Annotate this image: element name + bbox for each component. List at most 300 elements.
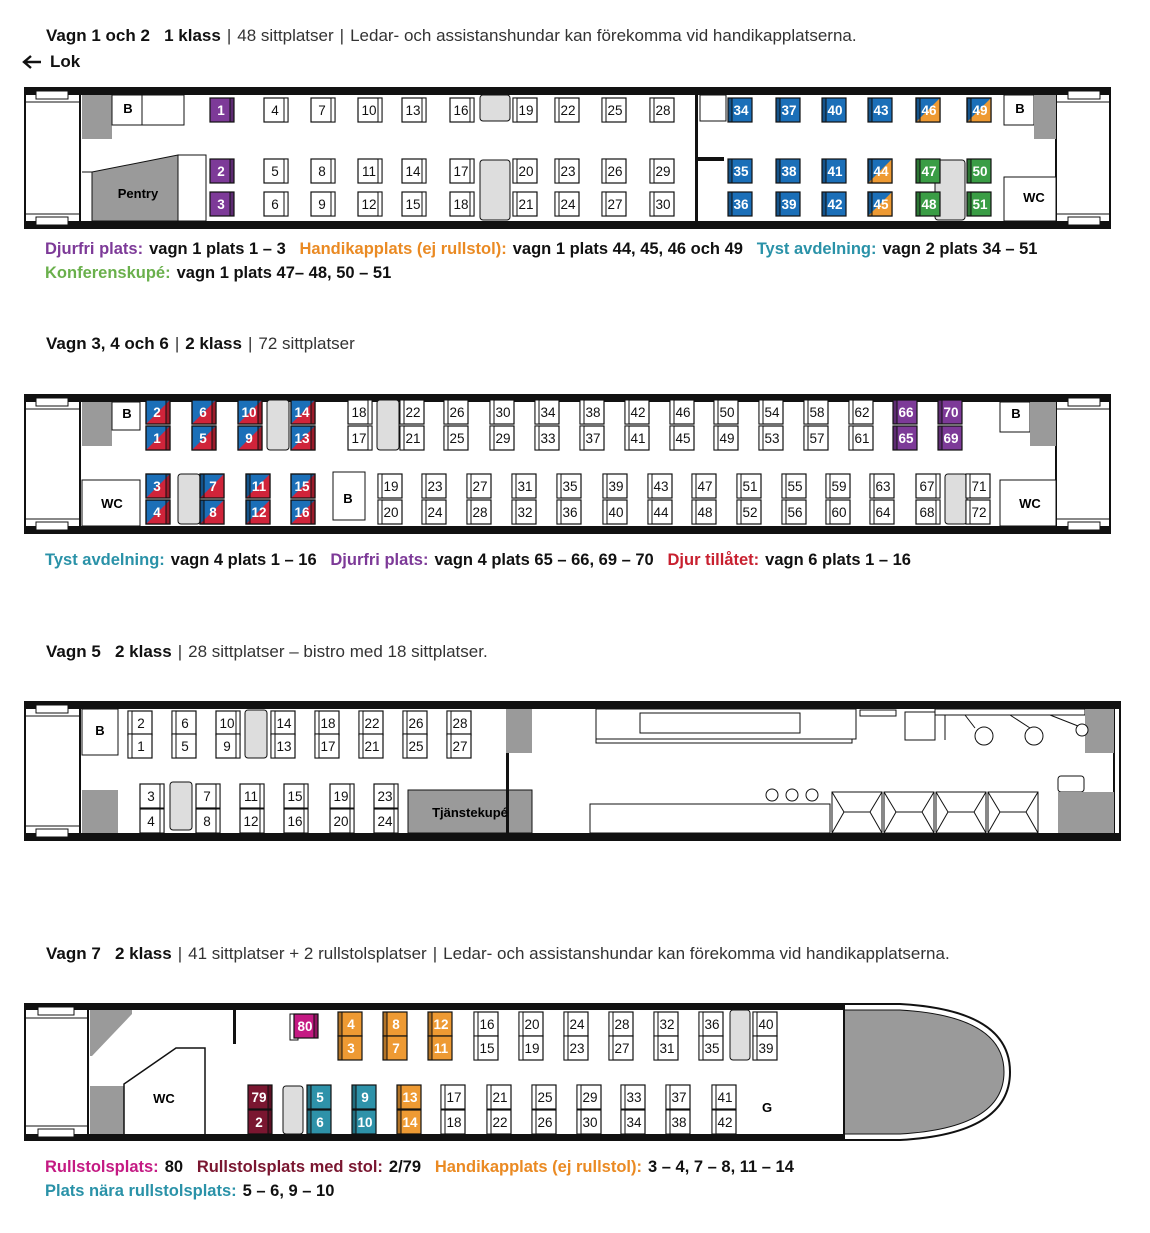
seat-car1-40[interactable] [822, 98, 846, 122]
seat-car5-6[interactable] [172, 711, 196, 735]
seat-car7-34[interactable] [621, 1110, 645, 1134]
seat-number: 47 [697, 479, 713, 494]
seat-car3-34[interactable] [535, 400, 559, 424]
car7-legend-row2 [45, 1182, 334, 1201]
car3-header: Vagn 3, 4 och 6 | 2 klass | 72 sittplatser [46, 334, 355, 353]
seat-car1-20[interactable] [513, 159, 537, 183]
seat-car7-37[interactable] [666, 1085, 690, 1109]
seat-number: 25 [537, 1090, 553, 1105]
seat-car3-66[interactable] [893, 400, 917, 424]
seat-number: 22 [405, 405, 421, 420]
seat-car1-46[interactable] [916, 98, 940, 122]
seat-car7-9[interactable] [352, 1085, 376, 1109]
seat-car3-5[interactable] [192, 426, 216, 450]
seat-number: 40 [827, 103, 843, 118]
car1-seats: 48 sittplatser [237, 26, 334, 45]
seat-car7-8[interactable] [383, 1012, 407, 1036]
seat-number: 13 [294, 431, 310, 446]
seat-car7-40[interactable] [753, 1012, 777, 1036]
seat-car1-9[interactable] [311, 192, 335, 216]
seat-car3-35[interactable] [557, 474, 581, 498]
seat-car7-27[interactable] [609, 1036, 633, 1060]
seat-car7-25[interactable] [532, 1085, 556, 1109]
seat-number: 55 [787, 479, 803, 494]
seat-car3-45[interactable] [670, 426, 694, 450]
seat-car1-25[interactable] [602, 98, 626, 122]
seat-car7-38[interactable] [666, 1110, 690, 1134]
seat-car5-23[interactable] [374, 784, 398, 808]
seat-car5-3[interactable] [140, 784, 164, 808]
seat-number: 35 [704, 1041, 720, 1056]
seat-car5-15[interactable] [284, 784, 308, 808]
seat-car1-34[interactable] [728, 98, 752, 122]
seat-car1-51[interactable] [967, 192, 991, 216]
seat-number: 4 [147, 814, 155, 829]
seat-car3-19[interactable] [378, 474, 402, 498]
seat-car7-7[interactable] [383, 1036, 407, 1060]
seat-number: 5 [316, 1090, 324, 1105]
seat-car3-27[interactable] [467, 474, 491, 498]
seat-car3-56[interactable] [782, 500, 806, 524]
car5-class: 2 klass [114, 642, 172, 661]
seat-number: 2 [153, 405, 161, 420]
seat-car3-59[interactable] [826, 474, 850, 498]
seat-number: 29 [495, 431, 511, 446]
legend-djurfri-key: Djurfri plats: [45, 240, 144, 258]
seat-car3-60[interactable] [826, 500, 850, 524]
seat-car1-36[interactable] [728, 192, 752, 216]
seat-car1-38[interactable] [776, 159, 800, 183]
seat-car1-18[interactable] [450, 192, 474, 216]
seat-number: 34 [733, 103, 749, 118]
seat-car3-46[interactable] [670, 400, 694, 424]
seat-car1-8[interactable] [311, 159, 335, 183]
seat-number: 5 [199, 431, 207, 446]
seat-car3-58[interactable] [804, 400, 828, 424]
seat-number: 2 [217, 164, 225, 179]
seat-car5-7[interactable] [196, 784, 220, 808]
seat-car1-14[interactable] [402, 159, 426, 183]
seat-number: 42 [827, 197, 843, 212]
seat-car5-9[interactable] [216, 734, 240, 758]
seat-car7-32[interactable] [654, 1012, 678, 1036]
seat-car3-37[interactable] [580, 426, 604, 450]
legend-djur-value: vagn 6 plats 1 – 16 [765, 551, 911, 569]
seat-car7-79[interactable] [248, 1085, 272, 1109]
seat-number: 5 [181, 739, 189, 754]
seat-number: 14 [402, 1115, 418, 1130]
seat-car3-61[interactable] [849, 426, 873, 450]
seat-number: 39 [781, 197, 797, 212]
seat-car1-28[interactable] [650, 98, 674, 122]
seat-number: 66 [898, 405, 914, 420]
seat-car3-21[interactable] [400, 426, 424, 450]
seat-car3-64[interactable] [870, 500, 894, 524]
seat-number: 25 [408, 739, 424, 754]
seat-car7-24[interactable] [564, 1012, 588, 1036]
seat-number: 60 [831, 505, 847, 520]
seat-car1-29[interactable] [650, 159, 674, 183]
seat-number: 12 [433, 1017, 449, 1032]
legend-tyst-key: Tyst avdelning: [756, 240, 877, 258]
seat-car1-41[interactable] [822, 159, 846, 183]
seat-car7-42[interactable] [712, 1110, 736, 1134]
seat-car7-28[interactable] [609, 1012, 633, 1036]
seat-car5-4[interactable] [140, 809, 164, 833]
seat-car1-47[interactable] [916, 159, 940, 183]
seat-car7-17[interactable] [441, 1085, 465, 1109]
seat-car1-11[interactable] [358, 159, 382, 183]
seat-number: 23 [560, 164, 576, 179]
seat-car3-22[interactable] [400, 400, 424, 424]
seat-car5-8[interactable] [196, 809, 220, 833]
seat-number: 39 [608, 479, 624, 494]
seat-car7-80[interactable] [294, 1014, 318, 1038]
seat-car3-71[interactable] [966, 474, 990, 498]
seat-number: 18 [320, 716, 336, 731]
car3-label-wc2: WC [1019, 496, 1041, 511]
seat-car1-48[interactable] [916, 192, 940, 216]
seat-car7-13[interactable] [397, 1085, 421, 1109]
seat-number: 63 [875, 479, 891, 494]
seat-car5-13[interactable] [271, 734, 295, 758]
seat-car3-10[interactable] [238, 400, 262, 424]
seat-car1-2[interactable] [210, 159, 234, 183]
seat-number: 4 [271, 103, 279, 118]
seat-number: 16 [453, 103, 469, 118]
seat-car3-38[interactable] [580, 400, 604, 424]
seat-car7-5[interactable] [307, 1085, 331, 1109]
seat-number: 21 [518, 197, 534, 212]
seat-car1-12[interactable] [358, 192, 382, 216]
seat-car3-47[interactable] [692, 474, 716, 498]
seat-car1-7[interactable] [311, 98, 335, 122]
seat-number: 51 [972, 197, 988, 212]
seat-car1-4[interactable] [264, 98, 288, 122]
legend-djurfri-key: Djurfri plats: [330, 551, 429, 569]
seat-car7-29[interactable] [577, 1085, 601, 1109]
car1-label-b2: B [1015, 101, 1025, 116]
seat-car7-14[interactable] [397, 1110, 421, 1134]
seat-car1-43[interactable] [868, 98, 892, 122]
seat-number: 4 [347, 1017, 355, 1032]
seat-car1-50[interactable] [967, 159, 991, 183]
seat-car1-44[interactable] [868, 159, 892, 183]
car1-legend-row2 [45, 264, 391, 283]
seat-car3-42[interactable] [625, 400, 649, 424]
seat-car1-15[interactable] [402, 192, 426, 216]
seat-number: 10 [357, 1115, 373, 1130]
seat-number: 27 [472, 479, 488, 494]
seat-car3-18[interactable] [348, 400, 372, 424]
seat-number: 15 [405, 197, 421, 212]
seat-car3-33[interactable] [535, 426, 559, 450]
seat-number: 35 [733, 164, 749, 179]
seat-car3-3[interactable] [146, 474, 170, 498]
seat-number: 31 [517, 479, 533, 494]
seat-car3-72[interactable] [966, 500, 990, 524]
seat-car1-5[interactable] [264, 159, 288, 183]
seat-car3-48[interactable] [692, 500, 716, 524]
seat-number: 1 [217, 103, 225, 118]
seat-car1-42[interactable] [822, 192, 846, 216]
seat-car3-9[interactable] [238, 426, 262, 450]
seat-number: 15 [287, 789, 303, 804]
seat-number: 43 [873, 103, 889, 118]
seat-car3-55[interactable] [782, 474, 806, 498]
car1-title: Vagn 1 och 2 [46, 26, 150, 45]
seat-car7-19[interactable] [519, 1036, 543, 1060]
seat-car3-17[interactable] [348, 426, 372, 450]
seat-car5-28[interactable] [447, 711, 471, 735]
seat-car5-10[interactable] [216, 711, 240, 735]
legend-tyst-key: Tyst avdelning: [45, 551, 165, 569]
seat-car3-29[interactable] [490, 426, 514, 450]
seat-number: 11 [243, 789, 259, 804]
car5-header: Vagn 5 2 klass | 28 sittplatser – bistro med 18 sittplatser. [46, 642, 488, 661]
car1-legend-row1 [45, 240, 1038, 259]
seat-car3-62[interactable] [849, 400, 873, 424]
legend-handikapp-key: Handikapplats (ej rullstol): [299, 240, 507, 258]
seat-number: 18 [351, 405, 367, 420]
seat-car3-50[interactable] [714, 400, 738, 424]
seat-number: 12 [361, 197, 377, 212]
seat-car1-26[interactable] [602, 159, 626, 183]
seat-car5-18[interactable] [315, 711, 339, 735]
seat-car3-31[interactable] [512, 474, 536, 498]
seat-car1-3[interactable] [210, 192, 234, 216]
seat-car3-57[interactable] [804, 426, 828, 450]
car1-label-pentry: Pentry [117, 186, 159, 201]
legend-nara-value: 5 – 6, 9 – 10 [242, 1182, 335, 1200]
seat-car3-26[interactable] [444, 400, 468, 424]
seat-car1-27[interactable] [602, 192, 626, 216]
seat-car3-12[interactable] [246, 500, 270, 524]
seat-car1-35[interactable] [728, 159, 752, 183]
seat-car3-1[interactable] [146, 426, 170, 450]
seat-car3-41[interactable] [625, 426, 649, 450]
seat-car5-21[interactable] [359, 734, 383, 758]
legend-rullstol-key: Rullstolsplats: [45, 1158, 159, 1176]
seat-car7-35[interactable] [699, 1036, 723, 1060]
seat-car3-11[interactable] [246, 474, 270, 498]
car3-label-b1: B [122, 406, 132, 421]
seat-car1-30[interactable] [650, 192, 674, 216]
seat-car3-65[interactable] [893, 426, 917, 450]
seat-number: 5 [271, 164, 279, 179]
seat-car7-11[interactable] [428, 1036, 452, 1060]
seat-car3-53[interactable] [759, 426, 783, 450]
car3-label-wc1: WC [101, 496, 123, 511]
seat-car7-30[interactable] [577, 1110, 601, 1134]
legend-konferens-value: vagn 1 plats 47– 48, 50 – 51 [176, 264, 392, 282]
seat-number: 27 [614, 1041, 630, 1056]
seat-number: 10 [219, 716, 235, 731]
seat-number: 54 [764, 405, 780, 420]
car3-legend [45, 551, 911, 570]
seat-car3-15[interactable] [291, 474, 315, 498]
legend-tyst-value: vagn 4 plats 1 – 16 [170, 551, 317, 569]
seat-car1-19[interactable] [513, 98, 537, 122]
seat-number: 34 [540, 405, 556, 420]
seat-car3-2[interactable] [146, 400, 170, 424]
seat-car3-25[interactable] [444, 426, 468, 450]
seat-car3-13[interactable] [291, 426, 315, 450]
seat-number: 31 [659, 1041, 675, 1056]
seat-car3-40[interactable] [603, 500, 627, 524]
seat-car5-17[interactable] [315, 734, 339, 758]
seat-number: 2 [137, 716, 145, 731]
seat-car5-12[interactable] [240, 809, 264, 833]
seat-car3-16[interactable] [291, 500, 315, 524]
seat-number: 38 [781, 164, 797, 179]
seat-car7-4[interactable] [338, 1012, 362, 1036]
car7-legend-row1 [45, 1158, 794, 1177]
seat-car3-39[interactable] [603, 474, 627, 498]
seat-number: 26 [408, 716, 424, 731]
seat-number: 45 [675, 431, 691, 446]
seat-car7-33[interactable] [621, 1085, 645, 1109]
seat-car1-17[interactable] [450, 159, 474, 183]
seat-car7-3[interactable] [338, 1036, 362, 1060]
seat-car3-63[interactable] [870, 474, 894, 498]
seat-car7-36[interactable] [699, 1012, 723, 1036]
seat-car1-37[interactable] [776, 98, 800, 122]
seat-car1-21[interactable] [513, 192, 537, 216]
seat-car1-24[interactable] [555, 192, 579, 216]
seat-car5-22[interactable] [359, 711, 383, 735]
seat-car3-6[interactable] [192, 400, 216, 424]
seat-car5-5[interactable] [172, 734, 196, 758]
seat-number: 57 [809, 431, 825, 446]
seat-car1-13[interactable] [402, 98, 426, 122]
seat-car1-16[interactable] [450, 98, 474, 122]
seat-number: 15 [479, 1041, 495, 1056]
seat-car7-41[interactable] [712, 1085, 736, 1109]
seat-number: 14 [276, 716, 292, 731]
seat-car7-6[interactable] [307, 1110, 331, 1134]
seat-car7-23[interactable] [564, 1036, 588, 1060]
seat-car3-67[interactable] [916, 474, 940, 498]
seat-number: 3 [153, 479, 161, 494]
seat-number: 61 [854, 431, 870, 446]
seat-car7-10[interactable] [352, 1110, 376, 1134]
seat-car3-23[interactable] [422, 474, 446, 498]
seat-car3-28[interactable] [467, 500, 491, 524]
seat-car7-31[interactable] [654, 1036, 678, 1060]
seat-car3-4[interactable] [146, 500, 170, 524]
seat-car3-54[interactable] [759, 400, 783, 424]
seat-car1-23[interactable] [555, 159, 579, 183]
seat-car3-30[interactable] [490, 400, 514, 424]
seat-number: 39 [758, 1041, 774, 1056]
seat-car3-43[interactable] [648, 474, 672, 498]
seat-car7-12[interactable] [428, 1012, 452, 1036]
legend-handikapp-value: 3 – 4, 7 – 8, 11 – 14 [648, 1158, 794, 1176]
seat-car3-14[interactable] [291, 400, 315, 424]
seat-number: 6 [271, 197, 279, 212]
seat-car7-15[interactable] [474, 1036, 498, 1060]
seat-car1-45[interactable] [868, 192, 892, 216]
seat-car5-26[interactable] [403, 711, 427, 735]
seat-car3-32[interactable] [512, 500, 536, 524]
car5-diagram [0, 700, 1150, 845]
car3-label-b2: B [1011, 406, 1021, 421]
seat-car1-1[interactable] [210, 98, 234, 122]
seat-number: 59 [831, 479, 847, 494]
seat-number: 1 [137, 739, 145, 754]
seat-car7-39[interactable] [753, 1036, 777, 1060]
seat-car3-24[interactable] [422, 500, 446, 524]
seat-car5-20[interactable] [330, 809, 354, 833]
seat-number: 29 [582, 1090, 598, 1105]
seat-car7-22[interactable] [487, 1110, 511, 1134]
seat-number: 8 [392, 1017, 400, 1032]
seat-car5-24[interactable] [374, 809, 398, 833]
seat-car3-20[interactable] [378, 500, 402, 524]
seat-car5-27[interactable] [447, 734, 471, 758]
seat-car7-16[interactable] [474, 1012, 498, 1036]
seat-car7-2[interactable] [248, 1110, 272, 1134]
seat-number: 27 [607, 197, 623, 212]
seat-number: 9 [318, 197, 326, 212]
seat-car3-70[interactable] [938, 400, 962, 424]
car1-note: Ledar- och assistanshundar kan förekomma vid handikapplatserna. [350, 26, 857, 45]
seat-car3-36[interactable] [557, 500, 581, 524]
seat-car3-68[interactable] [916, 500, 940, 524]
seat-number: 35 [562, 479, 578, 494]
seat-car1-10[interactable] [358, 98, 382, 122]
seat-car3-7[interactable] [200, 474, 224, 498]
seat-car3-49[interactable] [714, 426, 738, 450]
seat-car3-44[interactable] [648, 500, 672, 524]
legend-tyst-value: vagn 2 plats 34 – 51 [882, 240, 1038, 258]
seat-car1-22[interactable] [555, 98, 579, 122]
seat-number: 13 [402, 1090, 418, 1105]
seat-car3-8[interactable] [200, 500, 224, 524]
seat-car1-39[interactable] [776, 192, 800, 216]
seat-car7-20[interactable] [519, 1012, 543, 1036]
seat-car7-21[interactable] [487, 1085, 511, 1109]
seat-number: 67 [919, 479, 935, 494]
seat-car1-49[interactable] [967, 98, 991, 122]
seat-car5-14[interactable] [271, 711, 295, 735]
seat-number: 6 [181, 716, 189, 731]
seat-number: 79 [251, 1090, 267, 1105]
seat-number: 16 [294, 505, 310, 520]
seat-car5-16[interactable] [284, 809, 308, 833]
seat-car7-26[interactable] [532, 1110, 556, 1134]
legend-rullstol-value: 80 [164, 1158, 184, 1176]
seat-number: 2 [255, 1115, 263, 1130]
seat-car5-11[interactable] [240, 784, 264, 808]
seat-number: 22 [364, 716, 380, 731]
seat-number: 56 [787, 505, 803, 520]
seat-car3-69[interactable] [938, 426, 962, 450]
seat-car1-6[interactable] [264, 192, 288, 216]
seat-car5-2[interactable] [128, 711, 152, 735]
seat-car3-52[interactable] [737, 500, 761, 524]
car7-label-g: G [761, 1100, 773, 1115]
seat-car3-51[interactable] [737, 474, 761, 498]
seat-car5-19[interactable] [330, 784, 354, 808]
seat-number: 70 [943, 405, 959, 420]
seat-car5-25[interactable] [403, 734, 427, 758]
seat-car5-1[interactable] [128, 734, 152, 758]
seat-car7-18[interactable] [441, 1110, 465, 1134]
seat-number: 38 [585, 405, 601, 420]
seat-number: 3 [347, 1041, 355, 1056]
